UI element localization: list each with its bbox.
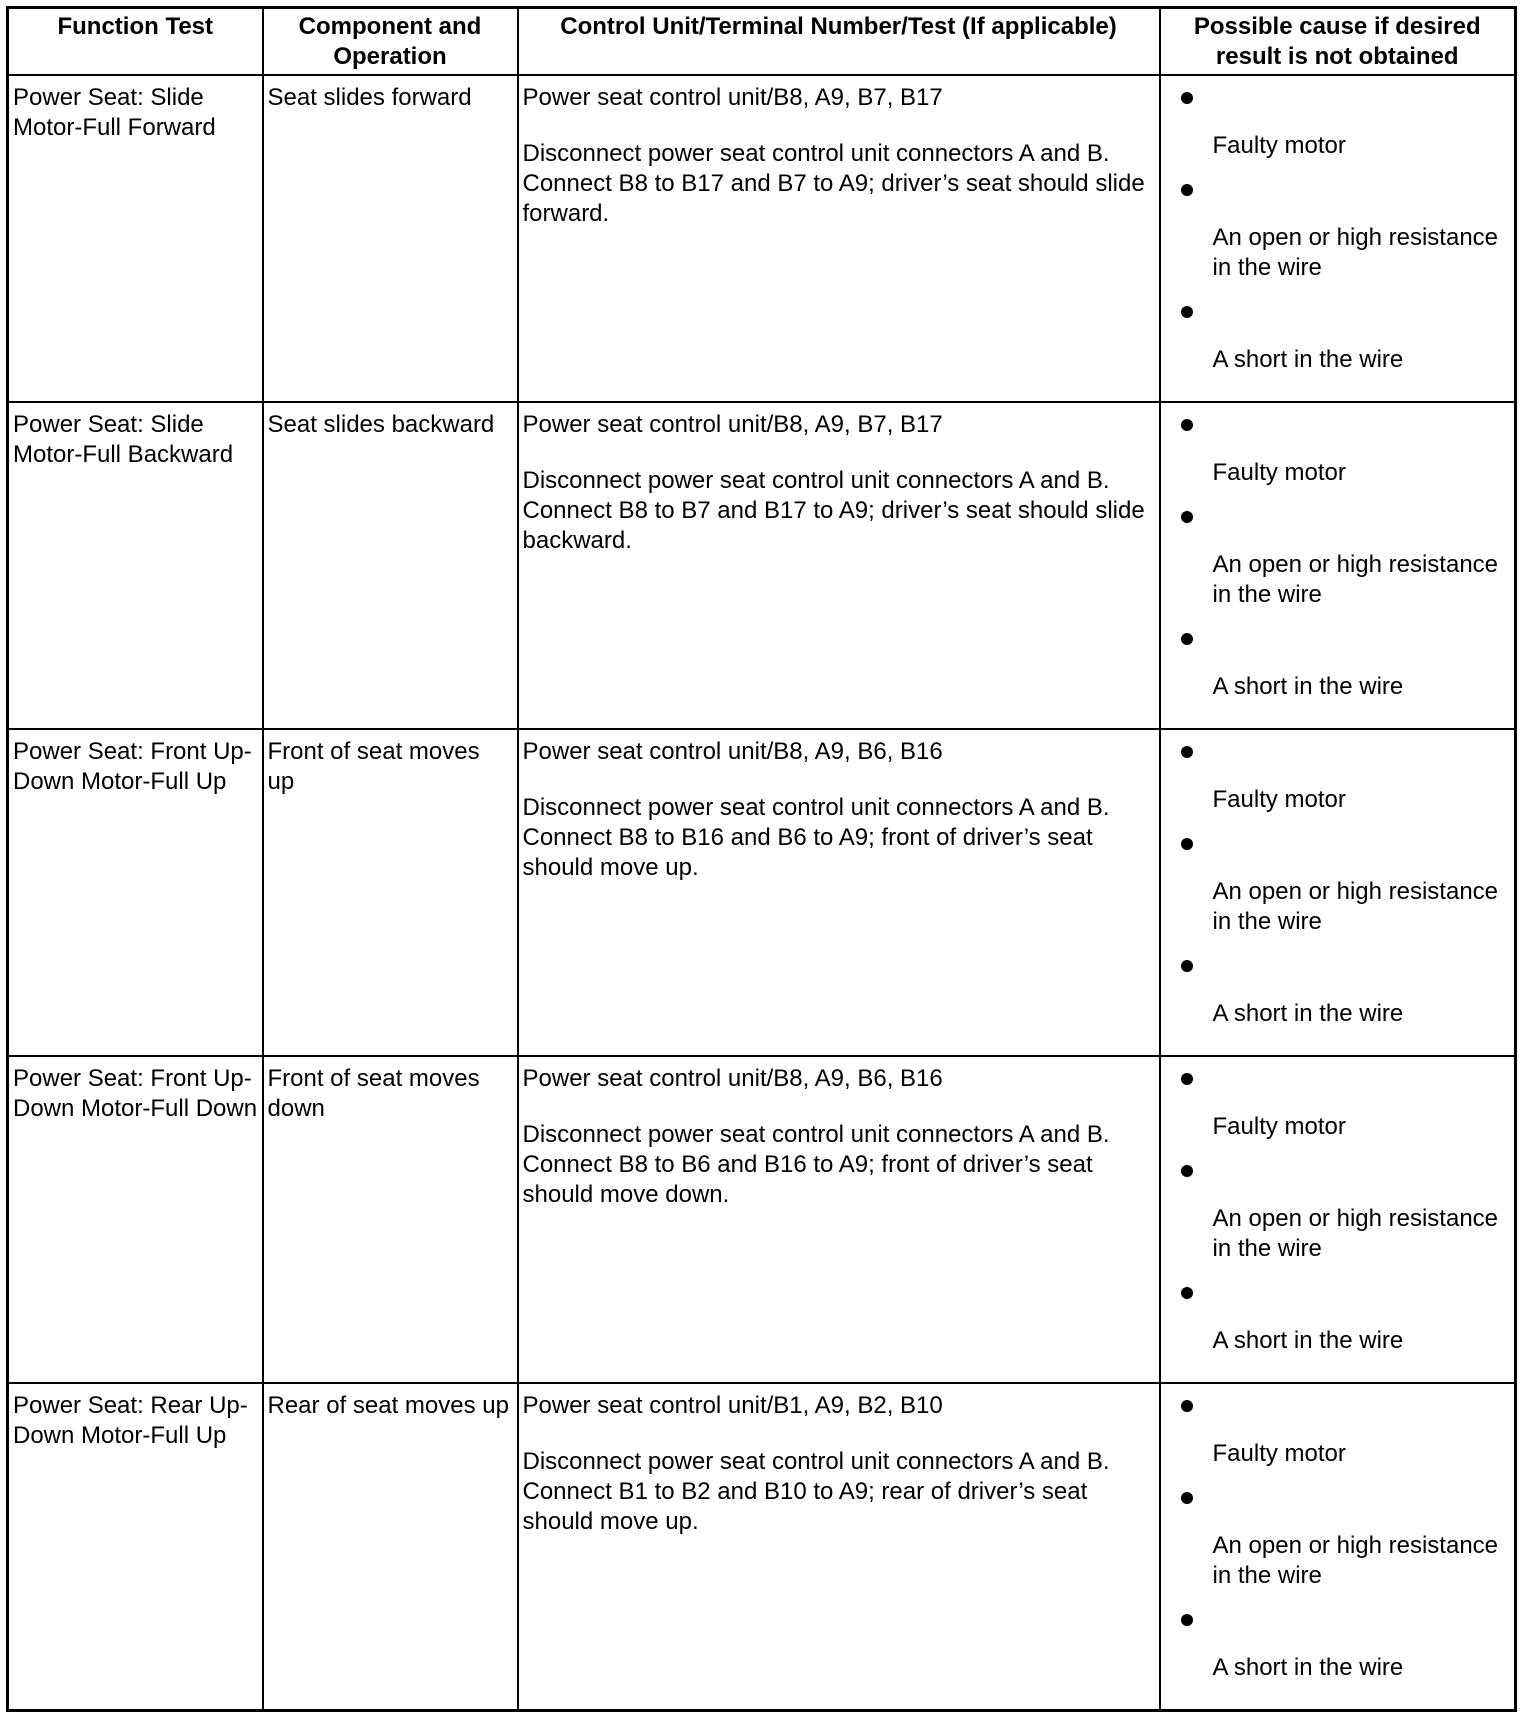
possible-cause-cell <box>1160 1383 1516 1710</box>
component-text: Rear of seat moves up <box>267 1392 509 1419</box>
bullet-icon <box>1181 1073 1193 1085</box>
bullet-icon <box>1181 1165 1193 1177</box>
control-unit-cell <box>518 75 1160 402</box>
cause-text: Faulty motor <box>1212 132 1346 159</box>
function-test-text: Power Seat: Front Up-Down Motor-Full Down <box>13 1065 258 1122</box>
table-row <box>8 402 1516 729</box>
function-test-text: Power Seat: Front Up-Down Motor-Full Up <box>13 738 252 795</box>
table-row <box>8 75 1516 402</box>
component-text: Front of seat moves down <box>267 1065 480 1122</box>
component-text: Front of seat moves up <box>267 738 480 795</box>
bullet-icon <box>1181 633 1193 645</box>
test-procedure-text: Disconnect power seat control unit connectors A and B. Connect B8 to B17 and B7 to A9; driver’s seat should slide forward. <box>522 140 1145 227</box>
cause-list <box>1161 76 1515 375</box>
function-test-text: Power Seat: Slide Motor-Full Backward <box>13 411 234 468</box>
test-procedure-text: Disconnect power seat control unit connectors A and B. Connect B8 to B16 and B6 to A9; front of driver’s seat should move up. <box>522 794 1110 881</box>
list-item <box>1161 1605 1511 1683</box>
cause-text: An open or high resistance in the wire <box>1212 878 1499 935</box>
cause-text: Faulty motor <box>1212 459 1346 486</box>
bullet-icon <box>1181 1287 1193 1299</box>
cause-text: A short in the wire <box>1212 1654 1404 1681</box>
cause-list <box>1161 1384 1515 1683</box>
bullet-icon <box>1181 1492 1193 1504</box>
cause-list <box>1161 1057 1515 1356</box>
list-item <box>1161 297 1511 375</box>
cause-text: An open or high resistance in the wire <box>1212 1532 1499 1589</box>
function-test-cell <box>8 402 263 729</box>
function-test-text: Power Seat: Rear Up-Down Motor-Full Up <box>13 1392 248 1449</box>
function-test-cell <box>8 1056 263 1383</box>
header-component: Component and Operation <box>263 8 518 76</box>
cause-text: Faulty motor <box>1212 1113 1346 1140</box>
list-item <box>1161 1278 1511 1356</box>
component-cell <box>263 1056 518 1383</box>
test-procedure-text: Disconnect power seat control unit connectors A and B. Connect B8 to B7 and B17 to A9; driver’s seat should slide backward. <box>522 467 1145 554</box>
cause-text: A short in the wire <box>1212 673 1404 700</box>
header-possible-cause: Possible cause if desired result is not obtained <box>1160 8 1516 76</box>
list-item <box>1161 1391 1511 1469</box>
control-unit-text: Power seat control unit/B1, A9, B2, B10 <box>522 1392 943 1419</box>
control-unit-text: Power seat control unit/B8, A9, B7, B17 <box>522 84 943 111</box>
cause-text: Faulty motor <box>1212 786 1346 813</box>
component-text: Seat slides backward <box>267 411 495 438</box>
list-item <box>1161 1064 1511 1142</box>
cause-list <box>1161 730 1515 1029</box>
bullet-icon <box>1181 419 1193 431</box>
list-item <box>1161 1156 1511 1264</box>
bullet-icon <box>1181 960 1193 972</box>
list-item <box>1161 1483 1511 1591</box>
control-unit-cell <box>518 402 1160 729</box>
cause-text: Faulty motor <box>1212 1440 1346 1467</box>
cause-text: An open or high resistance in the wire <box>1212 551 1499 608</box>
possible-cause-cell <box>1160 729 1516 1056</box>
control-unit-cell <box>518 729 1160 1056</box>
list-item <box>1161 951 1511 1029</box>
bullet-icon <box>1181 92 1193 104</box>
cause-list <box>1161 403 1515 702</box>
component-cell <box>263 1383 518 1710</box>
list-item <box>1161 829 1511 937</box>
list-item <box>1161 624 1511 702</box>
function-test-cell <box>8 729 263 1056</box>
function-test-text: Power Seat: Slide Motor-Full Forward <box>13 84 216 141</box>
control-unit-text: Power seat control unit/B8, A9, B6, B16 <box>522 738 943 765</box>
table-row <box>8 729 1516 1056</box>
component-cell <box>263 75 518 402</box>
control-unit-text: Power seat control unit/B8, A9, B6, B16 <box>522 1065 943 1092</box>
bullet-icon <box>1181 838 1193 850</box>
list-item <box>1161 737 1511 815</box>
component-cell <box>263 402 518 729</box>
table-row <box>8 1056 1516 1383</box>
bullet-icon <box>1181 184 1193 196</box>
bullet-icon <box>1181 746 1193 758</box>
possible-cause-cell <box>1160 402 1516 729</box>
test-procedure-text: Disconnect power seat control unit connectors A and B. Connect B8 to B6 and B16 to A9; front of driver’s seat should move down. <box>522 1121 1110 1208</box>
list-item <box>1161 410 1511 488</box>
cause-text: An open or high resistance in the wire <box>1212 224 1499 281</box>
control-unit-cell <box>518 1056 1160 1383</box>
bullet-icon <box>1181 1614 1193 1626</box>
control-unit-text: Power seat control unit/B8, A9, B7, B17 <box>522 411 943 438</box>
component-text: Seat slides forward <box>267 84 472 111</box>
list-item <box>1161 83 1511 161</box>
possible-cause-cell <box>1160 75 1516 402</box>
bullet-icon <box>1181 306 1193 318</box>
test-procedure-text: Disconnect power seat control unit connectors A and B. Connect B1 to B2 and B10 to A9; rear of driver’s seat should move up. <box>522 1448 1110 1535</box>
header-row <box>8 8 1516 76</box>
control-unit-cell <box>518 1383 1160 1710</box>
function-test-cell <box>8 1383 263 1710</box>
header-function-test: Function Test <box>8 8 263 76</box>
header-control-unit: Control Unit/Terminal Number/Test (If applicable) <box>518 8 1160 76</box>
function-test-cell <box>8 75 263 402</box>
list-item <box>1161 175 1511 283</box>
function-test-table <box>6 6 1517 1712</box>
cause-text: A short in the wire <box>1212 1327 1404 1354</box>
list-item <box>1161 502 1511 610</box>
cause-text: A short in the wire <box>1212 1000 1404 1027</box>
bullet-icon <box>1181 511 1193 523</box>
table-row <box>8 1383 1516 1710</box>
possible-cause-cell <box>1160 1056 1516 1383</box>
bullet-icon <box>1181 1400 1193 1412</box>
cause-text: An open or high resistance in the wire <box>1212 1205 1499 1262</box>
table-body <box>8 75 1516 1710</box>
cause-text: A short in the wire <box>1212 346 1404 373</box>
component-cell <box>263 729 518 1056</box>
